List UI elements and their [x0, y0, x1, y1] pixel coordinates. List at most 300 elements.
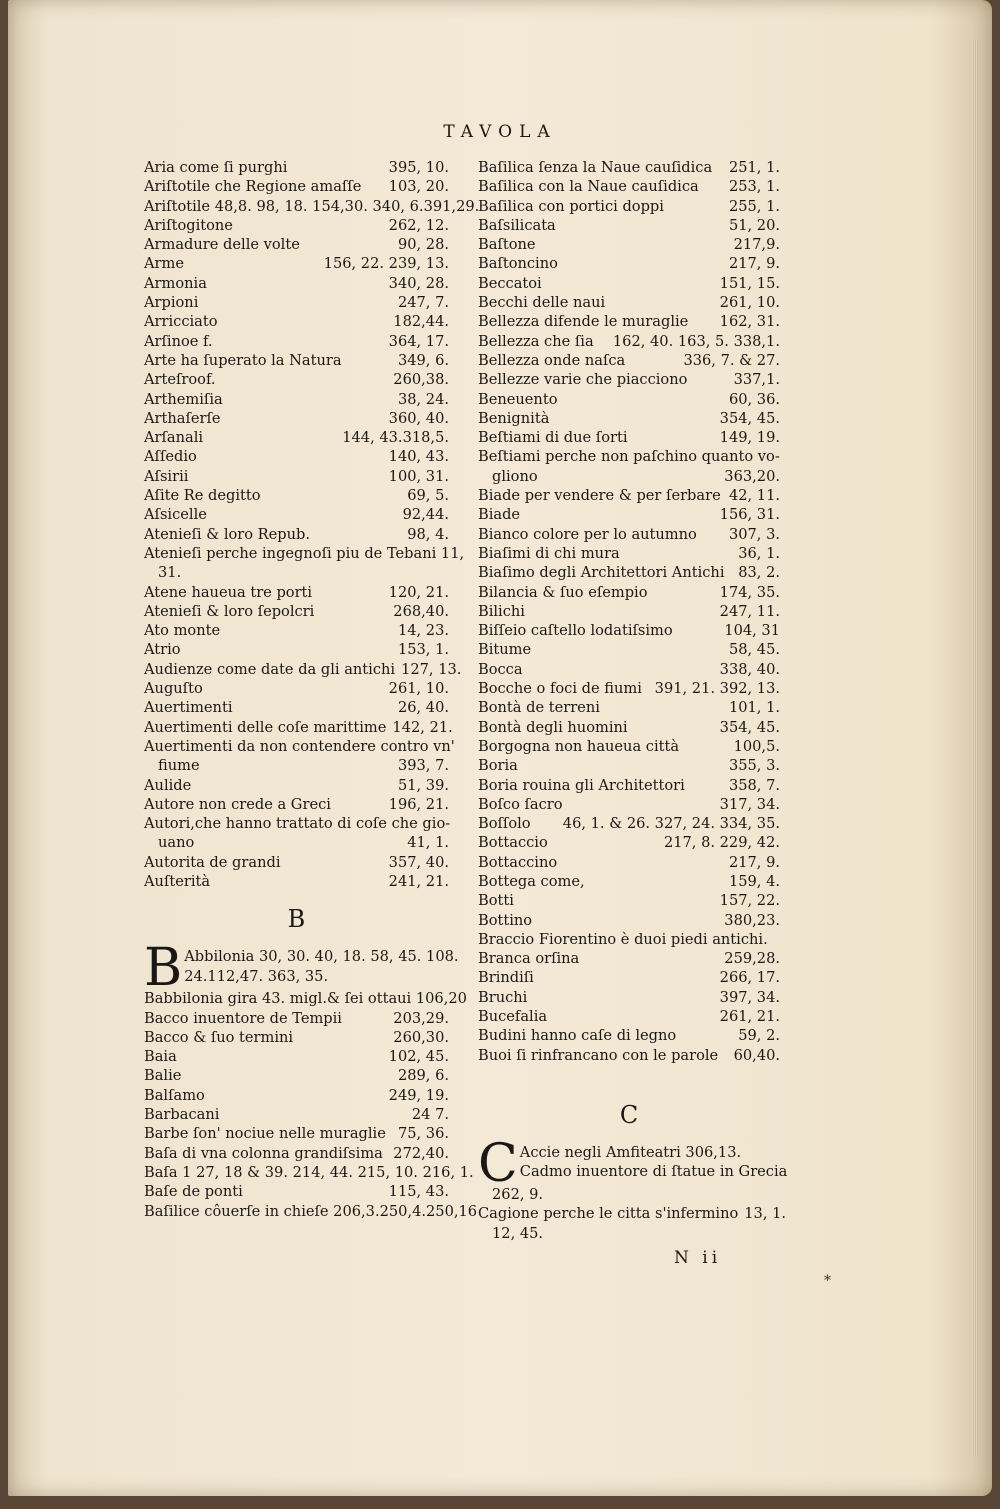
- entry-term: Baia: [144, 1048, 177, 1066]
- entry-term: Baſilice côuerſe in chieſe 206,3.250,4.250,16: [144, 1202, 478, 1220]
- entry-pages: 83, 2.: [738, 564, 780, 582]
- index-entry: [144, 525, 449, 544]
- entry-pages: 58, 45.: [728, 641, 780, 659]
- index-entry: [144, 544, 465, 563]
- index-entry: [478, 312, 780, 331]
- entry-pages: 102, 45.: [388, 1048, 449, 1066]
- entry-term: Arpioni: [144, 294, 199, 312]
- entry-pages: 241, 21.: [388, 872, 449, 890]
- index-entry: [144, 660, 462, 679]
- entry-pages: 395, 10.: [388, 159, 449, 176]
- signature-mark: N ii: [674, 1248, 722, 1268]
- index-entry: [478, 911, 780, 930]
- entry-term: Ariſtotile che Regione amaſſe: [144, 178, 362, 196]
- entry-term: Braccio Fiorentino è duoi piedi antichi.: [478, 930, 768, 948]
- entry-term: Aſſedio: [144, 448, 197, 466]
- entry-term: Biaſimi di chi mura: [478, 544, 620, 562]
- entry-pages: 142, 21.: [392, 718, 453, 736]
- entry-term: fiume: [158, 757, 200, 775]
- entry-pages: 100, 31.: [388, 467, 449, 485]
- entry-term: Auertimenti: [144, 699, 233, 717]
- index-entry: [478, 949, 780, 968]
- index-entry: [478, 486, 780, 505]
- entry-term: Benignità: [478, 409, 550, 427]
- entry-pages: 203,29.: [393, 1009, 449, 1027]
- index-entry: [478, 660, 780, 679]
- index-entry: [478, 1204, 787, 1223]
- entry-pages: 217, 9.: [728, 853, 780, 871]
- index-entry: [478, 698, 780, 717]
- index-entry: [144, 989, 467, 1008]
- entry-term: Bitume: [478, 641, 532, 659]
- index-entry: [478, 602, 780, 621]
- entry-pages: 249, 19.: [388, 1086, 449, 1104]
- entry-term: Atenieſi perche ingegnoſi piu de Tebani 11,: [144, 544, 465, 562]
- entry-pages: 182,44.: [393, 313, 449, 331]
- entry-pages: 174, 35.: [719, 583, 780, 601]
- entry-term: Atenieſi & loro ſepolcri: [144, 602, 315, 620]
- index-entry: [478, 968, 780, 987]
- index-entry: [478, 756, 780, 775]
- entry-pages: 337,1.: [733, 371, 780, 389]
- index-entry: [144, 467, 449, 486]
- entry-term: Armadure delle volte: [144, 236, 300, 254]
- entry-term: Boria: [478, 757, 518, 775]
- entry-term: Bellezza onde naſca: [478, 351, 626, 369]
- entry-term: Bilichi: [478, 602, 525, 620]
- entries-b: [144, 989, 478, 1221]
- entry-term: Baſtoncino: [478, 255, 558, 273]
- entry-pages: 13, 1.: [744, 1205, 787, 1223]
- index-entry: [144, 274, 449, 293]
- entry-term: Aſsicelle: [144, 506, 207, 524]
- entry-term: Branca orſina: [478, 950, 580, 968]
- entry-pages: 140, 43.: [388, 448, 449, 466]
- entry-pages: 391, 21. 392, 13.: [654, 680, 780, 698]
- entry-pages: 75, 36.: [397, 1125, 449, 1143]
- entries-c: [478, 1204, 787, 1243]
- entry-pages: 162, 31.: [719, 313, 780, 331]
- index-entry: [144, 1047, 449, 1066]
- entry-term: Autorita de grandi: [144, 853, 281, 871]
- index-entry: [144, 872, 449, 891]
- entry-term: Baſilica con portici doppi: [478, 197, 664, 215]
- index-column-left: [144, 158, 480, 1221]
- entry-pages: 60,40.: [733, 1046, 780, 1064]
- index-entry: [144, 293, 449, 312]
- entry-pages: 36, 1.: [738, 544, 780, 562]
- index-entry: [144, 351, 449, 370]
- entry-term: Bocche o foci de fiumi: [478, 680, 642, 698]
- index-entry: [144, 409, 449, 428]
- index-entry: [144, 833, 449, 852]
- entry-pages: 360, 40.: [388, 409, 449, 427]
- index-entry: [478, 814, 780, 833]
- entry-term: Baſsilicata: [478, 216, 556, 234]
- index-entry: [144, 197, 480, 216]
- entry-pages: 14, 23.: [397, 622, 449, 640]
- entry-pages: 162, 40. 163, 5. 338,1.: [612, 332, 780, 350]
- entry-pages: 268,40.: [393, 602, 449, 620]
- index-entry: [478, 583, 780, 602]
- entry-pages: 217, 9.: [728, 255, 780, 273]
- index-entry: [144, 1163, 474, 1182]
- index-entry: [144, 602, 449, 621]
- index-entry: [478, 544, 780, 563]
- entry-pages: 259,28.: [724, 950, 780, 968]
- entry-term: Arme: [144, 255, 184, 273]
- entry-pages: 261, 10.: [719, 294, 780, 312]
- index-entry: [144, 1105, 449, 1124]
- entry-term: Bilancia & ſuo eſempio: [478, 583, 648, 601]
- entries-b-right: [478, 158, 780, 1065]
- index-entry: [478, 332, 780, 351]
- entry-pages: 355, 3.: [728, 757, 780, 775]
- entry-pages: 26, 40.: [397, 699, 449, 717]
- entry-pages: 247, 7.: [397, 294, 449, 312]
- index-entry: [478, 351, 780, 370]
- index-entry: [478, 254, 780, 273]
- index-entry: [478, 891, 780, 910]
- entry-pages: 336, 7. & 27.: [683, 351, 780, 369]
- entry-term: Bocca: [478, 660, 523, 678]
- index-entry: [478, 1046, 780, 1065]
- entry-pages: 260,30.: [393, 1028, 449, 1046]
- index-entry: [144, 1124, 449, 1143]
- index-entry: [478, 563, 780, 582]
- entry-pages: 153, 1.: [397, 641, 449, 659]
- entry-term: Auguſto: [144, 680, 203, 698]
- entry-pages: 217, 8. 229, 42.: [663, 834, 780, 852]
- entry-pages: 354, 45.: [719, 718, 780, 736]
- index-entry: [478, 795, 780, 814]
- index-entry: [478, 679, 780, 698]
- entry-term: Autori,che hanno trattato di coſe che gio-: [144, 815, 451, 833]
- index-entry: [144, 756, 449, 775]
- entry-term: Buoi ſi rinfrancano con le parole: [478, 1046, 719, 1064]
- index-entry: [144, 505, 449, 524]
- asterisk-mark: *: [824, 1273, 831, 1289]
- index-entry: [478, 158, 780, 177]
- index-entry: [144, 795, 449, 814]
- entry-pages: 51, 39.: [397, 776, 449, 794]
- entry-term: Budini hanno caſe di legno: [478, 1027, 677, 1045]
- entry-term: Beſtiami di due ſorti: [478, 429, 628, 447]
- entry-term: 31.: [158, 564, 182, 582]
- index-entry: [478, 370, 780, 389]
- c-first-line-2: Cadmo inuentore di ſtatue in Grecia: [519, 1163, 788, 1181]
- entry-term: Ariſtogitone: [144, 216, 233, 234]
- entry-term: Boria rouina gli Architettori: [478, 776, 685, 794]
- section-letter-c: C: [619, 1100, 639, 1129]
- b-first-line-2: 24.112,47. 363, 35.: [184, 967, 329, 985]
- index-entry: [478, 447, 780, 466]
- entry-pages: 349, 6.: [397, 351, 449, 369]
- entry-term: Cagione perche le citta s'infermino: [478, 1205, 739, 1223]
- entry-pages: 247, 11.: [719, 602, 780, 620]
- entry-pages: 262, 12.: [388, 216, 449, 234]
- entry-term: Bruchi: [478, 988, 528, 1006]
- entry-term: Bottega come,: [478, 872, 585, 890]
- index-entry: [144, 718, 453, 737]
- index-entry: [478, 718, 780, 737]
- entry-term: Bontà degli huomini: [478, 718, 628, 736]
- b-first-line-1: Abbilonia 30, 30. 40, 18. 58, 45. 108.: [184, 948, 459, 966]
- entry-pages: 289, 6.: [397, 1067, 449, 1085]
- index-entry: [144, 737, 455, 756]
- entry-term: Barbacani: [144, 1106, 220, 1124]
- index-entry: [144, 1009, 449, 1028]
- entry-pages: 338, 40.: [719, 660, 780, 678]
- b-first-entry: [144, 938, 459, 999]
- entry-term: Baſilica ſenza la Naue cauſidica: [478, 159, 713, 176]
- b-first-entry-text: [184, 947, 458, 986]
- index-entry: [144, 370, 449, 389]
- entry-term: Bacco & ſuo termini: [144, 1028, 294, 1046]
- entry-term: Boſco ſacro: [478, 795, 563, 813]
- index-entry: [144, 428, 449, 447]
- entry-term: Biſſeio caſtello lodatiſsimo: [478, 622, 673, 640]
- entry-term: Brindiſi: [478, 969, 534, 987]
- entry-term: Biade per vendere & per ſerbare: [478, 487, 721, 505]
- entry-pages: 317, 34.: [719, 795, 780, 813]
- entry-term: Arthemiſia: [144, 390, 223, 408]
- entry-pages: 260,38.: [393, 371, 449, 389]
- entry-term: Arteſroof.: [144, 371, 216, 389]
- entry-term: Boſſolo: [478, 815, 531, 833]
- entry-pages: 196, 21.: [388, 795, 449, 813]
- index-entry: [144, 853, 449, 872]
- index-entry: [478, 274, 780, 293]
- entry-pages: 261, 21.: [719, 1008, 780, 1026]
- entry-term: Auertimenti da non contendere contro vn': [144, 737, 455, 755]
- drop-cap-b: B: [144, 938, 183, 999]
- entry-pages: 90, 28.: [397, 236, 449, 254]
- c-first-line-1: Accie negli Amfiteatri 306,13.: [519, 1143, 742, 1161]
- entry-term: Arſanali: [144, 429, 204, 447]
- entry-term: Aria come ſi purghi: [144, 159, 288, 176]
- entry-pages: 357, 40.: [388, 853, 449, 871]
- page-edge: [972, 40, 978, 1456]
- index-entry: [144, 583, 449, 602]
- index-entry: [144, 1144, 449, 1163]
- index-entry: [478, 1007, 780, 1026]
- entry-pages: 156, 22. 239, 13.: [323, 255, 449, 273]
- entry-term: Atrio: [144, 641, 181, 659]
- entry-pages: 354, 45.: [719, 409, 780, 427]
- section-letter-b: B: [287, 905, 306, 934]
- entry-pages: 251, 1.: [728, 159, 780, 176]
- index-entry: [478, 621, 780, 640]
- index-entry: [144, 390, 449, 409]
- index-entry: [144, 158, 449, 177]
- index-column-right: [478, 158, 788, 1243]
- entry-pages: 151, 15.: [719, 274, 780, 292]
- entries-a: [144, 158, 480, 891]
- index-entry: [478, 409, 780, 428]
- index-entry: [144, 1182, 449, 1201]
- index-entry: [478, 390, 780, 409]
- entry-pages: 38, 24.: [397, 390, 449, 408]
- entry-pages: 51, 20.: [728, 216, 780, 234]
- entry-pages: 157, 22.: [719, 892, 780, 910]
- entry-term: Arricciato: [144, 313, 218, 331]
- entry-term: Atene haueua tre porti: [144, 583, 313, 601]
- entry-term: Balie: [144, 1067, 182, 1085]
- index-entry: [144, 621, 449, 640]
- entry-pages: 69, 5.: [407, 487, 449, 505]
- entry-term: uano: [158, 834, 195, 852]
- index-entry: [478, 833, 780, 852]
- entry-term: Beccatoi: [478, 274, 542, 292]
- entry-pages: 364, 17.: [388, 332, 449, 350]
- entry-pages: 363,20.: [724, 467, 780, 485]
- index-entry: [144, 254, 449, 273]
- entry-term: Bottaccino: [478, 853, 558, 871]
- index-entry: [144, 1086, 449, 1105]
- entry-pages: 266, 17.: [719, 969, 780, 987]
- entry-pages: 144, 43.318,5.: [342, 429, 449, 447]
- index-entry: [478, 1224, 780, 1243]
- entry-term: Becchi delle naui: [478, 294, 606, 312]
- entry-term: Baſa di vna colonna grandiſsima: [144, 1144, 383, 1162]
- entry-term: Barbe ſon' nociue nelle muraglie: [144, 1125, 386, 1143]
- page-header: TAVOLA: [443, 122, 557, 142]
- entry-term: Aſsirii: [144, 467, 189, 485]
- entry-term: Beneuento: [478, 390, 558, 408]
- entry-term: gliono: [492, 467, 538, 485]
- index-entry: [478, 853, 780, 872]
- entry-pages: 100,5.: [733, 737, 780, 755]
- entry-pages: 103, 20.: [388, 178, 449, 196]
- index-entry: [144, 1066, 449, 1085]
- entry-pages: 217,9.: [733, 236, 780, 254]
- entry-pages: 42, 11.: [728, 487, 780, 505]
- entry-term: Bianco colore per lo autumno: [478, 525, 697, 543]
- index-entry: [478, 216, 780, 235]
- index-entry: [144, 447, 449, 466]
- entry-pages: 115, 43.: [388, 1183, 449, 1201]
- index-entry: [478, 640, 780, 659]
- entry-term: Bontà de terreni: [478, 699, 600, 717]
- index-entry: [144, 332, 449, 351]
- entry-pages: 59, 2.: [738, 1027, 780, 1045]
- entry-term: Armonia: [144, 274, 207, 292]
- index-entry: [144, 679, 449, 698]
- entry-pages: 24 7.: [411, 1106, 449, 1124]
- index-entry: [144, 486, 449, 505]
- entry-term: Bottino: [478, 911, 533, 929]
- index-entry: [144, 177, 449, 196]
- index-entry: [478, 1026, 780, 1045]
- entry-pages: 397, 34.: [719, 988, 780, 1006]
- entry-term: Autore non crede a Greci: [144, 795, 331, 813]
- index-entry: [144, 312, 449, 331]
- entry-pages: 127, 13.: [401, 660, 462, 678]
- entry-term: Borgogna non haueua città: [478, 737, 680, 755]
- index-entry: [478, 872, 780, 891]
- entry-term: Baſa 1 27, 18 & 39. 214, 44. 215, 10. 216, 1.: [144, 1163, 474, 1181]
- entry-term: Baſtone: [478, 236, 536, 254]
- index-entry: [478, 235, 780, 254]
- entry-pages: 393, 7.: [397, 757, 449, 775]
- entry-pages: 120, 21.: [388, 583, 449, 601]
- index-entry: [144, 1202, 478, 1221]
- entry-pages: 159, 4.: [728, 872, 780, 890]
- entry-term: Bellezze varie che piacciono: [478, 371, 688, 389]
- index-entry: [478, 776, 780, 795]
- entry-pages: 149, 19.: [719, 429, 780, 447]
- entry-pages: 92,44.: [402, 506, 449, 524]
- entry-term: Botti: [478, 892, 514, 910]
- entry-term: Arthaſerſe: [144, 409, 221, 427]
- entry-term: Biaſimo degli Architettori Antichi: [478, 564, 725, 582]
- entry-term: Bucefalia: [478, 1008, 548, 1026]
- entry-pages: 340, 28.: [388, 274, 449, 292]
- entry-term: Ato monte: [144, 622, 221, 640]
- entry-term: Babbilonia gira 43. migl.& ſei ottaui 106,20: [144, 990, 467, 1008]
- index-entry: [144, 698, 449, 717]
- c-first-entry-text: [520, 1143, 788, 1182]
- entry-pages: 101, 1.: [728, 699, 780, 717]
- entry-term: Arte ha ſuperato la Natura: [144, 351, 342, 369]
- entry-pages: 41, 1.: [407, 834, 449, 852]
- entry-term: Aulide: [144, 776, 192, 794]
- index-entry: [478, 428, 780, 447]
- index-entry: [144, 563, 449, 582]
- entry-pages: 261, 10.: [388, 680, 449, 698]
- index-entry: [478, 988, 780, 1007]
- entry-pages: 272,40.: [393, 1144, 449, 1162]
- entry-pages: 255, 1.: [728, 197, 780, 215]
- entry-pages: 358, 7.: [728, 776, 780, 794]
- entry-term: Baſilica con la Naue cauſidica: [478, 178, 699, 196]
- entry-term: Aſite Re degitto: [144, 487, 261, 505]
- entry-pages: 307, 3.: [728, 525, 780, 543]
- entry-term: Ariſtotile 48,8. 98, 18. 154,30. 340, 6.391,29.: [144, 197, 480, 215]
- index-entry: [478, 177, 780, 196]
- index-entry: [144, 1028, 449, 1047]
- entry-term: Bellezza che ſia: [478, 332, 594, 350]
- entry-pages: 380,23.: [724, 911, 780, 929]
- index-entry: [478, 525, 780, 544]
- index-entry: [478, 930, 780, 949]
- entry-pages: 253, 1.: [728, 178, 780, 196]
- c-first-entry-cont: 262, 9.: [492, 1185, 544, 1203]
- entry-term: Bottaccio: [478, 834, 548, 852]
- index-entry: [144, 776, 449, 795]
- entry-term: Audienze come date da gli antichi: [144, 660, 396, 678]
- entry-term: Bacco inuentore de Tempii: [144, 1009, 342, 1027]
- entry-pages: 156, 31.: [719, 506, 780, 524]
- index-entry: [478, 505, 780, 524]
- index-entry: [144, 640, 449, 659]
- index-entry: [478, 467, 780, 486]
- entry-term: Beſtiami perche non paſchino quanto vo-: [478, 448, 780, 466]
- entry-term: Bellezza difende le muraglie: [478, 313, 689, 331]
- entry-term: Auertimenti delle coſe marittime: [144, 718, 387, 736]
- entry-pages: 104, 31: [724, 622, 780, 640]
- entry-term: Balſamo: [144, 1086, 205, 1104]
- entry-term: Arſinoe f.: [144, 332, 213, 350]
- entry-term: Biade: [478, 506, 521, 524]
- index-entry: [478, 293, 780, 312]
- index-entry: [144, 235, 449, 254]
- entry-term: Baſe de ponti: [144, 1183, 243, 1201]
- index-entry: [144, 814, 449, 833]
- entry-term: Auſterità: [144, 872, 211, 890]
- entry-pages: 60, 36.: [728, 390, 780, 408]
